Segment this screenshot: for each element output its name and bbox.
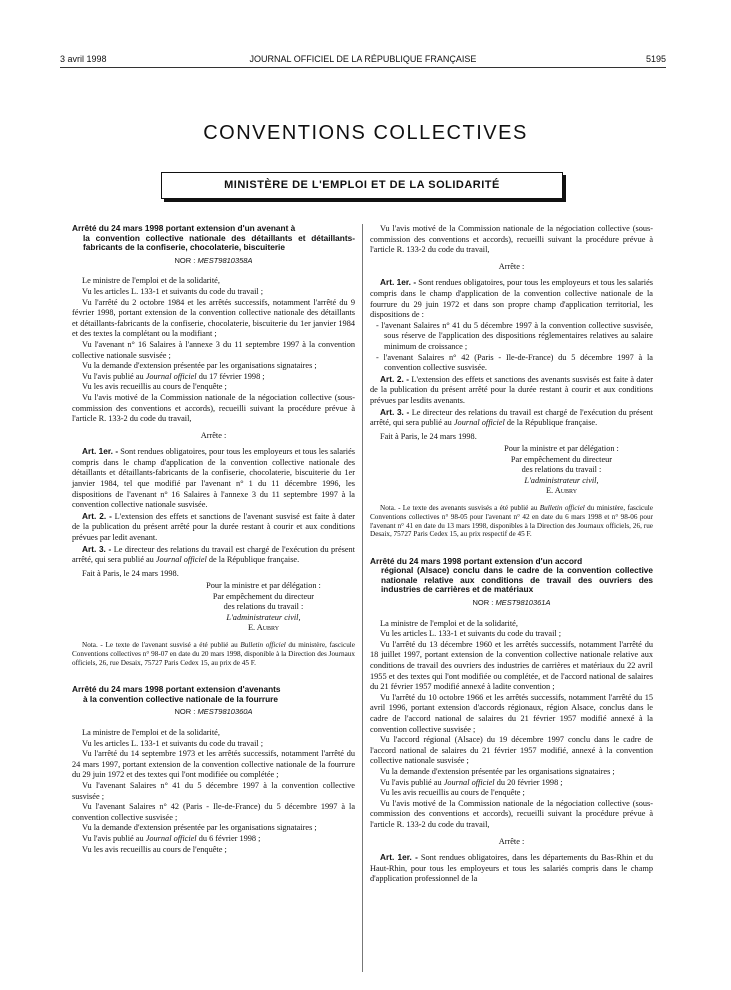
left-column [72, 224, 355, 855]
paragraph: Vu l'avis motivé de la Commission nationale de la négociation collective (sous-commission des conventions et accords), recueilli suivant la procédure prévue à l'article R. 133-2 du code du travail, [72, 392, 355, 424]
arrete-1-nor: NOR : MEST9810358A [174, 255, 253, 265]
header-journal-name: JOURNAL OFFICIEL DE LA RÉPUBLIQUE FRANÇAISE [249, 54, 477, 64]
paragraph: Vu l'arrêté du 14 septembre 1973 et les arrêtés successifs, notamment l'arrêté du 24 mars 1997, portant extension de la convention collective nationale de la fourrure du 29 juin 1972 et des textes qui l'ont modifiée ou complétée ; [72, 749, 355, 780]
paragraph: Vu les avis recueillis au cours de l'enquête ; [82, 382, 227, 392]
paragraph: Vu l'arrêté du 13 décembre 1960 et les arrêtés successifs, notamment l'arrêté du 18 juillet 1997, portant extension de la convention collective nationale relative aux conditions de travail des ouvriers des industries de carrières et matériaux du 22 avril 1955 et des textes qui l'ont modifiée ou complétée, et de l'accord national de salaires du 21 février 1957 modifié annexé à ladite convention ; [370, 639, 653, 692]
arrete-2-nor: NOR : MEST9810360A [174, 707, 253, 717]
paragraph: Vu les avis recueillis au cours de l'enquête ; [82, 844, 227, 854]
signature-block: Pour la ministre et par délégation : Par empêchement du directeur des relations du travail : L'administrateur civil, E. Aubry [504, 444, 619, 495]
paragraph: La ministre de l'emploi et de la solidarité, [380, 618, 518, 628]
article-1: Art. 1er. - Sont rendues obligatoires, pour tous les employeurs et tous les salariés compris dans le champ d'application de la convention collective nationale des détaillants et détaillants-fabricants de la confiserie, chocolaterie, biscuiterie du 1er janvier 1984, tel que modifié par l'avenant n° 1 du 11 décembre 1996, les dispositions de l'avenant n° 16 Salaires à l'annexe 3 du 11 septembre 1997 à la convention collective nationale susvisée. [72, 446, 355, 510]
paragraph: Vu l'avenant Salaires n° 42 (Paris - Ile-de-France) du 5 décembre 1997 à la convention collective susvisée ; [72, 802, 355, 822]
paragraph: Vu les articles L. 133-1 et suivants du code du travail ; [82, 286, 264, 296]
article-1: Art. 1er. - Sont rendues obligatoires, pour tous les employeurs et tous les salariés compris dans le champ d'application de la convention collective nationale de la fourrure du 29 juin 1972 et dans son propre champ d'application territorial, les dispositions de : [370, 277, 653, 320]
paragraph: Vu la demande d'extension présentée par les organisations signataires ; [82, 361, 317, 371]
arrete-3-title: Arrêté du 24 mars 1998 portant extension d'un accord régional (Alsace) conclu dans le cadre de la convention collective nationale relative aux conditions de travail des ouvriers des industries de carrières et de matériaux [370, 555, 653, 595]
article-3: Art. 3. - Le directeur des relations du travail est chargé de l'exécution du présent arrêté, qui sera publié au Journal officiel de la République française. [370, 406, 653, 428]
signature-block: Pour la ministre et par délégation : Par empêchement du directeur des relations du travail : L'administrateur civil, E. Aubry [206, 581, 321, 633]
paragraph: Vu l'accord régional (Alsace) du 19 décembre 1997 conclu dans le cadre de l'accord national de salaires du 21 février 1957 modifié, annexé à la convention collective nationale susvisée ; [370, 735, 653, 766]
paragraph: Vu l'arrêté du 2 octobre 1984 et les arrêtés successifs, notamment l'arrêté du 9 février 1998, portant extension de la convention collective nationale des détaillants et détaillants-fabricants de la confiserie, chocolaterie, biscuiterie du 1er janvier 1984 et des textes la complétant ou la modifiant ; [72, 297, 355, 339]
nota: Nota. - Le texte de l'avenant susvisé a été publié au Bulletin officiel du ministère, fascicule Conventions collectives n° 98-07 en date du 20 mars 1998, disponible à la Direction des Journaux officiels, 26, rue Desaix, 75727 Paris Cedex 15, au prix de 45 F. [72, 641, 355, 667]
arrete-label: Arrête : [200, 430, 227, 440]
paragraph: Vu l'avenant n° 16 Salaires à l'annexe 3 du 11 septembre 1997 à la convention collective nationale susvisée ; [72, 339, 355, 360]
arrete-label: Arrête : [498, 836, 525, 846]
page-header [60, 54, 666, 68]
bullet-item: - l'avenant Salaires n° 41 du 5 décembre 1997 à la convention collective susvisée, sous réserve de l'application des dispositions réglementaires relatives au salaire minimum de croissance ; [376, 320, 653, 351]
fait-a-paris: Fait à Paris, le 24 mars 1998. [82, 568, 179, 578]
right-column [370, 224, 653, 885]
arrete-2-title: Arrêté du 24 mars 1998 portant extension d'avenants à la convention collective nationale de la fourrure [72, 684, 281, 704]
paragraph: La ministre de l'emploi et de la solidarité, [82, 728, 220, 737]
paragraph: Vu l'avenant Salaires n° 41 du 5 décembre 1997 à la convention collective susvisée ; [72, 780, 355, 801]
arrete-3-nor: NOR : MEST9810361A [472, 598, 551, 608]
column-divider [362, 224, 363, 972]
paragraph: Vu les articles L. 133-1 et suivants du code du travail ; [380, 629, 562, 639]
paragraph: Vu les articles L. 133-1 et suivants du code du travail ; [82, 738, 264, 748]
paragraph: Vu l'avis publié au Journal officiel du 20 février 1998 ; [380, 777, 563, 787]
paragraph: Vu l'arrêté du 10 octobre 1966 et les arrêtés successifs, notamment l'arrêté du 15 avril 1996, portant extension d'accords régionaux, région Alsace, conclus dans le cadre de l'accord national de salaires du 21 février 1957 modifié annexé à la convention collective susvisée ; [370, 692, 653, 734]
ministry-name: MINISTÈRE DE L'EMPLOI ET DE LA SOLIDARITÉ [224, 179, 500, 191]
article-1: Art. 1er. - Sont rendues obligatoires, dans les départements du Bas-Rhin et du Haut-Rhin, pour tous les employeurs et tous les salariés compris dans le champ d'application professionnel de la [370, 852, 653, 884]
article-2: Art. 2. - L'extension des effets et sanctions de l'avenant susvisé est faite à dater de la publication du présent arrêté pour la durée restant à courir et aux conditions prévues par ledit avenant. [72, 510, 355, 543]
section-title: CONVENTIONS COLLECTIVES [203, 122, 528, 144]
paragraph: Vu les avis recueillis au cours de l'enquête ; [380, 788, 525, 798]
paragraph: Le ministre de l'emploi et de la solidarité, [82, 276, 220, 286]
bullet-item: - l'avenant Salaires n° 42 (Paris - Ile-de-France) du 5 décembre 1997 à la convention collective susvisée. [376, 352, 653, 373]
article-2: Art. 2. - L'extension des effets et sanctions des avenants susvisés est faite à dater de la publication du présent arrêté pour la durée restant à courir et aux conditions prévues par lesdits avenants. [370, 373, 653, 405]
fait-a-paris: Fait à Paris, le 24 mars 1998. [380, 431, 477, 441]
paragraph: Vu la demande d'extension présentée par les organisations signataires ; [82, 823, 317, 833]
ministry-box [161, 172, 563, 199]
arrete-1-title: Arrêté du 24 mars 1998 portant extension d'un avenant à la convention collective nationale des détaillants et détaillants-fabricants de la confiserie, chocolaterie, biscuiterie [72, 223, 355, 253]
header-rule [60, 67, 666, 68]
paragraph: Vu l'avis motivé de la Commission nationale de la négociation collective (sous-commission des conventions et accords), recueilli suivant la procédure prévue à l'article R. 133-2 du code du travail, [370, 224, 653, 255]
nota: Nota. - Le texte des avenants susvisés a été publié au Bulletin officiel du ministère, fascicule Conventions collectives n° 98-05 pour l'avenant n° 42 en date du 6 mars 1998 et n° 98-06 pour l'avenant n° 41 en date du 13 mars 1998, disponibles à la Direction des Journaux officiels, 26, rue Desaix, 75727 Paris Cedex 15, au prix respectif de 45 F. [370, 504, 653, 539]
paragraph: Vu l'avis publié au Journal officiel du 6 février 1998 ; [82, 833, 261, 843]
article-3: Art. 3. - Le directeur des relations du travail est chargé de l'exécution du présent arrêté, qui sera publié au Journal officiel de la République française. [72, 543, 355, 565]
paragraph: Vu l'avis publié au Journal officiel du 17 février 1998 ; [82, 371, 265, 381]
paragraph: Vu la demande d'extension présentée par les organisations signataires ; [380, 766, 615, 776]
header-page-number: 5195 [645, 54, 666, 64]
header-date: 3 avril 1998 [60, 54, 107, 64]
paragraph: Vu l'avis motivé de la Commission nationale de la négociation collective (sous-commission des conventions et accords), recueilli suivant la procédure prévue à l'article R. 133-2 du code du travail, [370, 798, 653, 829]
arrete-label: Arrête : [498, 261, 525, 271]
